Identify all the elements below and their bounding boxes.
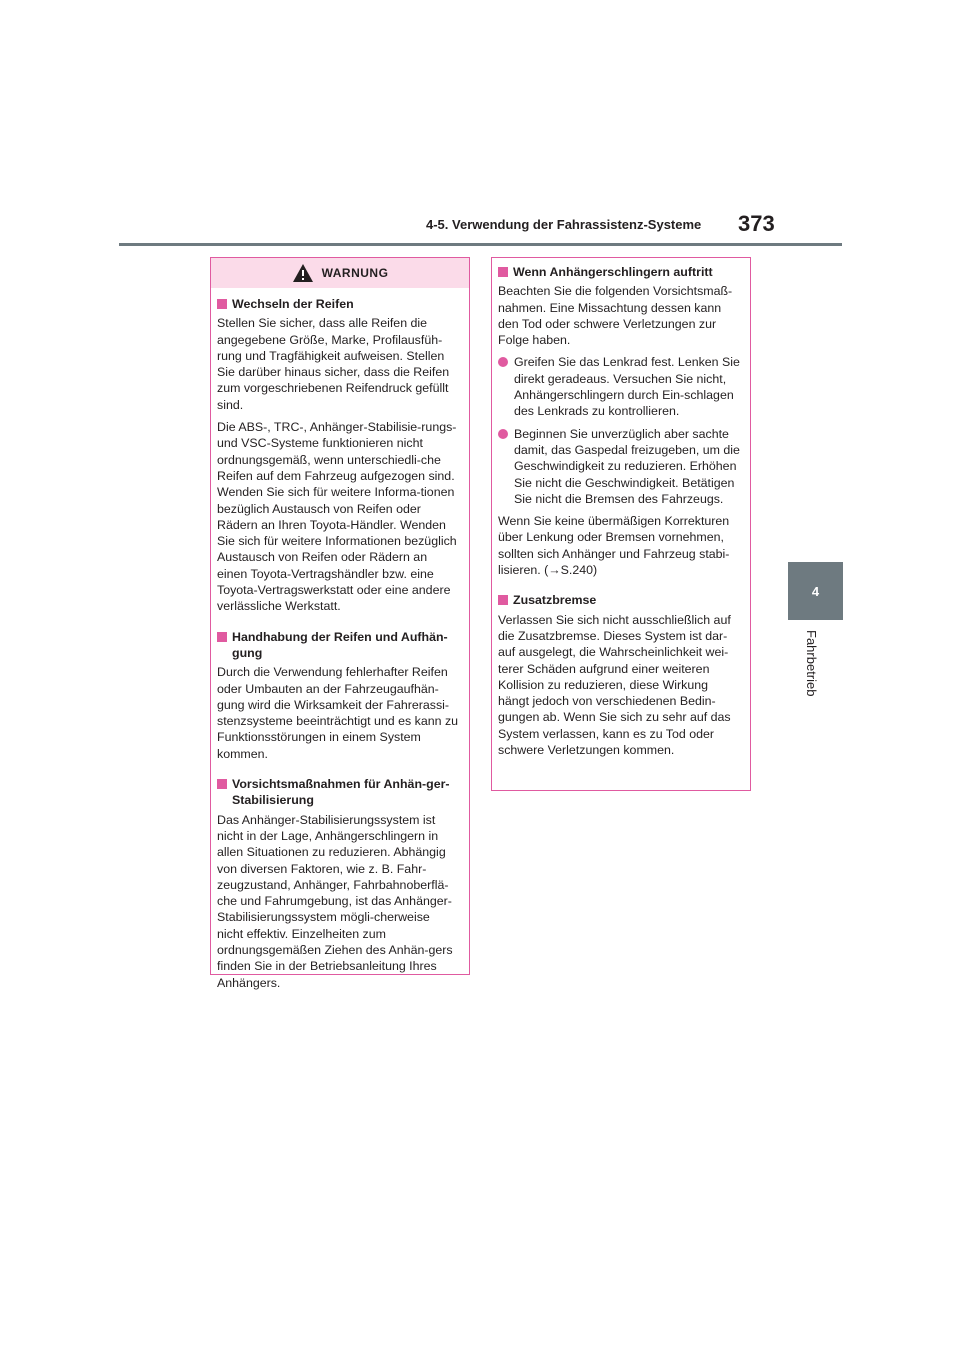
paragraph: Durch die Verwendung fehlerhafter Reifen oder Umbauten an der Fahrzeugaufhän-gung wird die Wirksamkeit der Fahrerassi-stenzsysteme beeinträchtigt und es kann zu Funktionsstörungen in einem System kommen. (217, 665, 459, 761)
square-bullet-icon (217, 632, 227, 642)
circle-bullet-icon (498, 357, 508, 367)
warning-title: WARNUNG (321, 265, 389, 280)
page-number: 373 (738, 211, 775, 236)
chapter-tab (788, 562, 843, 620)
warning-box-left (210, 257, 470, 990)
paragraph: Stellen Sie sicher, dass alle Reifen die angegebene Größe, Marke, Profilausfüh-rung und Tragfähigkeit aufweisen. Stellen Sie darüber hinaus sicher, dass die Reifen zum vorgeschriebenen Reifendruck gefüllt sind. (217, 316, 450, 412)
list-item: Beginnen Sie unverzüglich aber sachte damit, das Gaspedal freizugeben, um die Geschwindigkeit zu reduzieren. Erhöhen Sie nicht die Geschwindigkeit. Betätigen Sie nicht die Bremsen des Fahrzeugs. (498, 426, 740, 507)
paragraph: Beachten Sie die folgenden Vorsichtsmaß-nahmen. Eine Missachtung dessen kann den Tod oder schwere Verletzungen zur Folge haben. (498, 284, 733, 348)
paragraph: Das Anhänger-Stabilisierungssystem ist nicht in der Lage, Anhängerschlingern in allen Situationen zu reduzieren. Abhängig von diversen Faktoren, wie z. B. Fahr-zeugzustand, Anhänger, Fahrbahnoberflä-che und Fahrumgebung, ist das Anhänger-Stabilisierungssystem mögli-cherweise nicht effektiv. Einzelheiten zum ordnungsgemäßen Ziehen des Anhän-gers finden Sie in der Betriebsanleitung Ihres Anhängers. (217, 812, 453, 990)
section-heading: Zusatzbremse (498, 592, 740, 608)
section-heading: Handhabung der Reifen und Aufhän-gung (217, 629, 459, 662)
square-bullet-icon (498, 595, 508, 605)
chapter-label: Fahrbetrieb (804, 630, 819, 697)
paragraph: Wenn Sie keine übermäßigen Korrekturen über Lenkung oder Bremsen vornehmen, sollten sich Anhänger und Fahrzeug stabi-lisieren. (→S.240) (498, 514, 730, 578)
warning-box-right (491, 257, 751, 791)
square-bullet-icon (498, 267, 508, 277)
section-heading: Wenn Anhängerschlingern auftritt (498, 264, 740, 280)
paragraph: Verlassen Sie sich nicht ausschließlich auf die Zusatzbremse. Dieses System ist dar-auf ausgelegt, die Wahrscheinlichkeit wei-terer Schäden aufgrund einer weiteren Kollision zu reduzieren, diese Wirkung hängt jedoch von verschiedenen Bedin-gungen ab. Wenn Sie sich zu sehr auf das System verlassen, kann es zu Tod oder schwere Verletzungen kommen. (498, 612, 731, 758)
chapter-number: 4 (811, 583, 820, 599)
section-heading: Vorsichtsmaßnahmen für Anhän-ger-Stabilisierung (217, 776, 459, 809)
warning-triangle-icon (292, 263, 314, 283)
warning-header (211, 258, 469, 288)
section-heading: Wechseln der Reifen (217, 296, 459, 312)
square-bullet-icon (217, 299, 227, 309)
square-bullet-icon (217, 779, 227, 789)
list-item: Greifen Sie das Lenkrad fest. Lenken Sie direkt geradeaus. Versuchen Sie nicht, Anhängerschlingern durch Ein-schlagen des Lenkrads zu kontrollieren. (498, 354, 740, 419)
page-reference-link[interactable]: →S.240 (548, 563, 594, 578)
section-title: 4-5. Verwendung der Fahrassistenz-Systeme (426, 217, 702, 232)
header-rule (119, 243, 842, 246)
circle-bullet-icon (498, 429, 508, 439)
paragraph: Die ABS-, TRC-, Anhänger-Stabilisie-rungs- und VSC-Systeme funktionieren nicht ordnungsgemäß, wenn unterschiedli-che Reifen auf dem Fahrzeug aufgezogen sind. Wenden Sie sich für weitere Informa-tionen bezüglich Austausch von Reifen oder Rädern an Ihren Toyota-Händler. Wenden Sie sich für weitere Informationen bezüglich Austausch von Reifen oder Rädern an einen Toyota-Vertragshändler bzw. eine Toyota-Vertragswerkstatt oder eine andere verlässliche Werkstatt. (217, 420, 457, 614)
